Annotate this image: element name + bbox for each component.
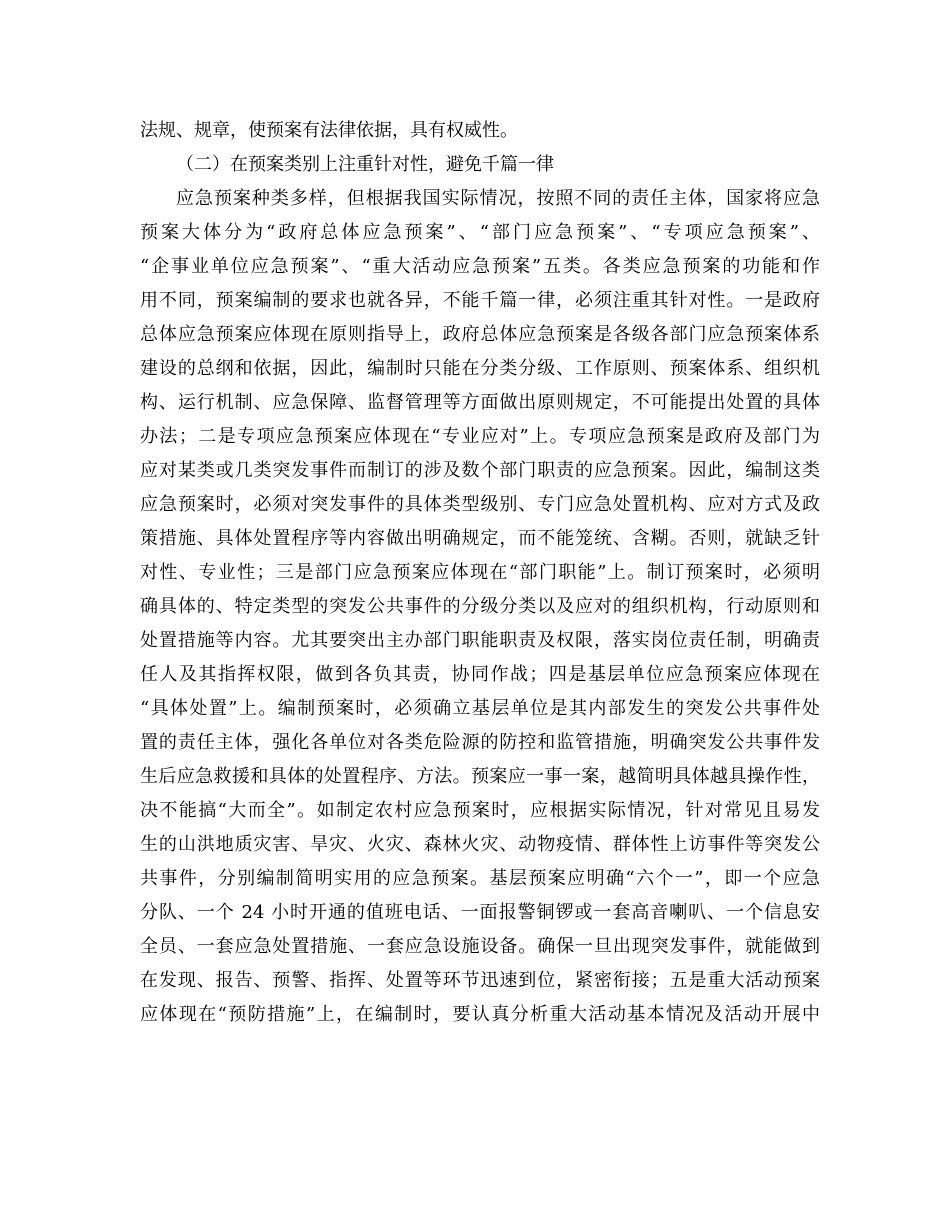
text-line: 预案大体分为“政府总体应急预案”、“部门应急预案”、“专项应急预案”、: [140, 222, 820, 243]
text-line: 对性、专业性；三是部门应急预案应体现在“部门职能”上。制订预案时，必须明: [140, 562, 820, 583]
text-line: 确具体的、特定类型的突发公共事件的分级分类以及应对的组织机构，行动原则和: [140, 596, 820, 617]
text-line: 策措施、具体处置程序等内容做出明确规定，而不能笼统、含糊。否则，就缺乏针: [140, 528, 820, 549]
text-line: 任人及其指挥权限，做到各负其责，协同作战；四是基层单位应急预案应体现在: [140, 664, 820, 685]
text-line: 应体现在“预防措施”上，在编制时，要认真分析重大活动基本情况及活动开展中: [140, 1004, 820, 1025]
text-line: 构、运行机制、应急保障、监督管理等方面做出原则规定，不可能提出处置的具体: [140, 392, 820, 413]
text-line: 应对某类或几类突发事件而制订的涉及数个部门职责的应急预案。因此，编制这类: [140, 460, 820, 481]
text-line: “具体处置”上。编制预案时，必须确立基层单位是其内部发生的突发公共事件处: [140, 698, 820, 719]
text-line: 用不同，预案编制的要求也就各异，不能千篇一律，必须注重其针对性。一是政府: [140, 290, 820, 311]
text-line: 办法；二是专项应急预案应体现在“专业应对”上。专项应急预案是政府及部门为: [140, 426, 820, 447]
text-line: 法规、规章，使预案有法律依据，具有权威性。: [140, 120, 518, 141]
text-line: 分队、一个 24 小时开通的值班电话、一面报警铜锣或一套高音喇叭、一个信息安: [140, 902, 820, 923]
text-line: “企事业单位应急预案”、“重大活动应急预案”五类。各类应急预案的功能和作: [140, 256, 820, 277]
text-line: 应急预案种类多样，但根据我国实际情况，按照不同的责任主体，国家将应急: [176, 188, 820, 209]
text-line: 生后应急救援和具体的处置程序、方法。预案应一事一案，越简明具体越具操作性，: [140, 766, 820, 787]
text-line: 置的责任主体，强化各单位对各类危险源的防控和监管措施，明确突发公共事件发: [140, 732, 820, 753]
text-line: 建设的总纲和依据，因此，编制时只能在分类分级、工作原则、预案体系、组织机: [140, 358, 820, 379]
text-line: 生的山洪地质灾害、旱灾、火灾、森林火灾、动物疫情、群体性上访事件等突发公: [140, 834, 820, 855]
text-line: 总体应急预案应体现在原则指导上，政府总体应急预案是各级各部门应急预案体系: [140, 324, 820, 345]
text-line: 共事件，分别编制简明实用的应急预案。基层预案应明确“六个一”，即一个应急: [140, 868, 820, 889]
text-line: 决不能搞“大而全”。如制定农村应急预案时，应根据实际情况，针对常见且易发: [140, 800, 820, 821]
text-line: 应急预案时，必须对突发事件的具体类型级别、专门应急处置机构、应对方式及政: [140, 494, 820, 515]
text-line: 在发现、报告、预警、指挥、处置等环节迅速到位，紧密衔接；五是重大活动预案: [140, 970, 820, 991]
section-heading: （二）在预案类别上注重针对性，避免千篇一律: [176, 154, 554, 175]
text-line: 全员、一套应急处置措施、一套应急设施设备。确保一旦出现突发事件，就能做到: [140, 936, 820, 957]
text-line: 处置措施等内容。尤其要突出主办部门职能职责及权限，落实岗位责任制，明确责: [140, 630, 820, 651]
